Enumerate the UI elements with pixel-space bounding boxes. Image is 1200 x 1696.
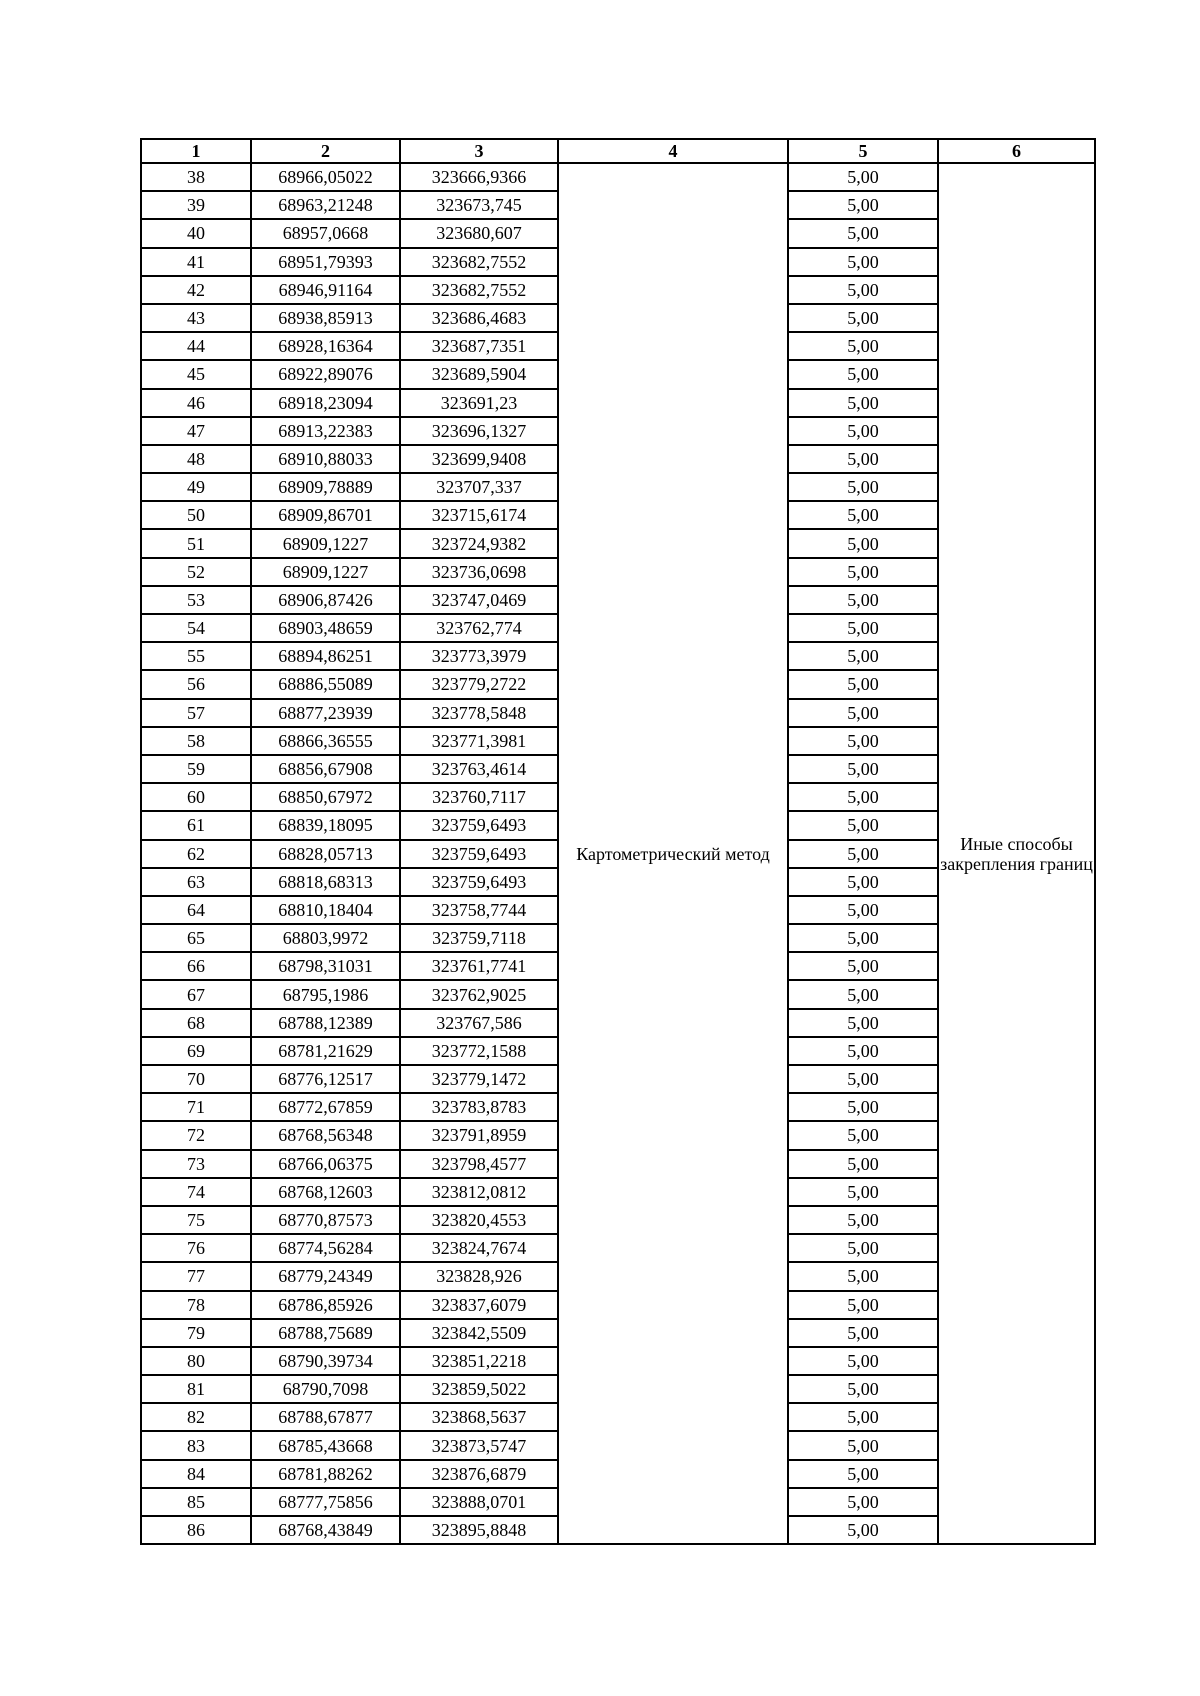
coord-x: 68772,67859 [251, 1093, 400, 1121]
precision-value: 5,00 [788, 755, 938, 783]
precision-value: 5,00 [788, 642, 938, 670]
coord-y: 323759,6493 [400, 868, 558, 896]
point-number: 82 [141, 1403, 251, 1431]
point-number: 70 [141, 1065, 251, 1093]
coord-x: 68779,24349 [251, 1262, 400, 1290]
table-header [141, 139, 1095, 163]
coord-y: 323868,5637 [400, 1403, 558, 1431]
coord-x: 68906,87426 [251, 586, 400, 614]
coord-y: 323699,9408 [400, 445, 558, 473]
coord-x: 68788,75689 [251, 1319, 400, 1347]
coord-x: 68768,43849 [251, 1516, 400, 1544]
header-col-6: 6 [938, 139, 1095, 163]
precision-value: 5,00 [788, 586, 938, 614]
precision-value: 5,00 [788, 445, 938, 473]
point-number: 39 [141, 191, 251, 219]
coord-y: 323828,926 [400, 1262, 558, 1290]
point-number: 84 [141, 1460, 251, 1488]
coord-x: 68777,75856 [251, 1488, 400, 1516]
point-number: 40 [141, 219, 251, 247]
coord-x: 68909,78889 [251, 473, 400, 501]
precision-value: 5,00 [788, 1150, 938, 1178]
coord-y: 323851,2218 [400, 1347, 558, 1375]
coord-x: 68781,21629 [251, 1037, 400, 1065]
coord-x: 68795,1986 [251, 980, 400, 1008]
point-number: 67 [141, 980, 251, 1008]
precision-value: 5,00 [788, 1291, 938, 1319]
fixing-method-cell: Иные способы закрепления границ [938, 163, 1095, 1544]
coord-x: 68798,31031 [251, 952, 400, 980]
point-number: 69 [141, 1037, 251, 1065]
point-number: 57 [141, 699, 251, 727]
point-number: 61 [141, 811, 251, 839]
coord-x: 68803,9972 [251, 924, 400, 952]
coord-x: 68788,12389 [251, 1009, 400, 1037]
point-number: 41 [141, 248, 251, 276]
precision-value: 5,00 [788, 924, 938, 952]
precision-value: 5,00 [788, 1037, 938, 1065]
header-col-4: 4 [558, 139, 788, 163]
coord-y: 323682,7552 [400, 276, 558, 304]
coord-x: 68909,1227 [251, 529, 400, 557]
coord-x: 68768,12603 [251, 1178, 400, 1206]
point-number: 53 [141, 586, 251, 614]
point-number: 66 [141, 952, 251, 980]
coord-y: 323837,6079 [400, 1291, 558, 1319]
coord-y: 323682,7552 [400, 248, 558, 276]
coord-y: 323876,6879 [400, 1460, 558, 1488]
header-col-5: 5 [788, 139, 938, 163]
precision-value: 5,00 [788, 1403, 938, 1431]
point-number: 71 [141, 1093, 251, 1121]
coord-x: 68938,85913 [251, 304, 400, 332]
coord-x: 68909,86701 [251, 501, 400, 529]
precision-value: 5,00 [788, 558, 938, 586]
coord-y: 323824,7674 [400, 1234, 558, 1262]
coord-y: 323895,8848 [400, 1516, 558, 1544]
coord-y: 323686,4683 [400, 304, 558, 332]
precision-value: 5,00 [788, 248, 938, 276]
point-number: 60 [141, 783, 251, 811]
precision-value: 5,00 [788, 1121, 938, 1149]
point-number: 75 [141, 1206, 251, 1234]
precision-value: 5,00 [788, 1262, 938, 1290]
precision-value: 5,00 [788, 1460, 938, 1488]
coord-x: 68928,16364 [251, 332, 400, 360]
coord-y: 323673,745 [400, 191, 558, 219]
table-row [141, 163, 1095, 191]
point-number: 83 [141, 1431, 251, 1459]
coord-x: 68894,86251 [251, 642, 400, 670]
coord-x: 68790,7098 [251, 1375, 400, 1403]
coord-y: 323779,1472 [400, 1065, 558, 1093]
coord-y: 323772,1588 [400, 1037, 558, 1065]
coord-x: 68810,18404 [251, 896, 400, 924]
precision-value: 5,00 [788, 1093, 938, 1121]
coord-x: 68770,87573 [251, 1206, 400, 1234]
coord-y: 323798,4577 [400, 1150, 558, 1178]
coord-y: 323687,7351 [400, 332, 558, 360]
point-number: 38 [141, 163, 251, 191]
point-number: 62 [141, 840, 251, 868]
coord-x: 68788,67877 [251, 1403, 400, 1431]
precision-value: 5,00 [788, 783, 938, 811]
coord-y: 323760,7117 [400, 783, 558, 811]
coord-x: 68818,68313 [251, 868, 400, 896]
coord-y: 323707,337 [400, 473, 558, 501]
precision-value: 5,00 [788, 501, 938, 529]
coord-x: 68790,39734 [251, 1347, 400, 1375]
header-col-2: 2 [251, 139, 400, 163]
coord-x: 68786,85926 [251, 1291, 400, 1319]
point-number: 50 [141, 501, 251, 529]
coord-y: 323791,8959 [400, 1121, 558, 1149]
coord-y: 323767,586 [400, 1009, 558, 1037]
precision-value: 5,00 [788, 473, 938, 501]
coord-x: 68886,55089 [251, 670, 400, 698]
precision-value: 5,00 [788, 332, 938, 360]
point-number: 54 [141, 614, 251, 642]
coord-x: 68903,48659 [251, 614, 400, 642]
coord-y: 323859,5022 [400, 1375, 558, 1403]
coord-y: 323759,6493 [400, 811, 558, 839]
precision-value: 5,00 [788, 670, 938, 698]
header-row [141, 139, 1095, 163]
header-col-3: 3 [400, 139, 558, 163]
header-col-1: 1 [141, 139, 251, 163]
precision-value: 5,00 [788, 1375, 938, 1403]
coord-y: 323842,5509 [400, 1319, 558, 1347]
coord-y: 323888,0701 [400, 1488, 558, 1516]
point-number: 76 [141, 1234, 251, 1262]
precision-value: 5,00 [788, 1178, 938, 1206]
precision-value: 5,00 [788, 1065, 938, 1093]
coord-x: 68963,21248 [251, 191, 400, 219]
coord-y: 323761,7741 [400, 952, 558, 980]
point-number: 52 [141, 558, 251, 586]
coordinates-table [140, 138, 1096, 1545]
coord-x: 68909,1227 [251, 558, 400, 586]
coord-y: 323696,1327 [400, 417, 558, 445]
coord-y: 323715,6174 [400, 501, 558, 529]
table-body [141, 163, 1095, 1544]
coord-x: 68877,23939 [251, 699, 400, 727]
precision-value: 5,00 [788, 417, 938, 445]
coord-x: 68951,79393 [251, 248, 400, 276]
coord-y: 323759,7118 [400, 924, 558, 952]
coord-x: 68850,67972 [251, 783, 400, 811]
coord-y: 323758,7744 [400, 896, 558, 924]
coord-y: 323873,5747 [400, 1431, 558, 1459]
point-number: 65 [141, 924, 251, 952]
coord-x: 68776,12517 [251, 1065, 400, 1093]
precision-value: 5,00 [788, 529, 938, 557]
point-number: 78 [141, 1291, 251, 1319]
coord-x: 68910,88033 [251, 445, 400, 473]
precision-value: 5,00 [788, 1206, 938, 1234]
precision-value: 5,00 [788, 952, 938, 980]
coord-x: 68768,56348 [251, 1121, 400, 1149]
point-number: 72 [141, 1121, 251, 1149]
precision-value: 5,00 [788, 304, 938, 332]
precision-value: 5,00 [788, 219, 938, 247]
coord-y: 323762,774 [400, 614, 558, 642]
coord-x: 68913,22383 [251, 417, 400, 445]
coord-x: 68856,67908 [251, 755, 400, 783]
point-number: 64 [141, 896, 251, 924]
point-number: 68 [141, 1009, 251, 1037]
coord-x: 68918,23094 [251, 389, 400, 417]
precision-value: 5,00 [788, 980, 938, 1008]
coord-x: 68966,05022 [251, 163, 400, 191]
point-number: 49 [141, 473, 251, 501]
precision-value: 5,00 [788, 360, 938, 388]
point-number: 56 [141, 670, 251, 698]
point-number: 55 [141, 642, 251, 670]
precision-value: 5,00 [788, 276, 938, 304]
precision-value: 5,00 [788, 1319, 938, 1347]
precision-value: 5,00 [788, 1347, 938, 1375]
coord-y: 323747,0469 [400, 586, 558, 614]
precision-value: 5,00 [788, 1234, 938, 1262]
point-number: 44 [141, 332, 251, 360]
point-number: 73 [141, 1150, 251, 1178]
point-number: 43 [141, 304, 251, 332]
coord-y: 323666,9366 [400, 163, 558, 191]
point-number: 51 [141, 529, 251, 557]
point-number: 77 [141, 1262, 251, 1290]
precision-value: 5,00 [788, 1516, 938, 1544]
coord-y: 323812,0812 [400, 1178, 558, 1206]
precision-value: 5,00 [788, 896, 938, 924]
coord-y: 323736,0698 [400, 558, 558, 586]
point-number: 86 [141, 1516, 251, 1544]
coord-y: 323724,9382 [400, 529, 558, 557]
point-number: 85 [141, 1488, 251, 1516]
coord-x: 68785,43668 [251, 1431, 400, 1459]
precision-value: 5,00 [788, 840, 938, 868]
coord-x: 68946,91164 [251, 276, 400, 304]
coord-y: 323779,2722 [400, 670, 558, 698]
precision-value: 5,00 [788, 191, 938, 219]
coord-x: 68781,88262 [251, 1460, 400, 1488]
coord-x: 68766,06375 [251, 1150, 400, 1178]
point-number: 46 [141, 389, 251, 417]
point-number: 79 [141, 1319, 251, 1347]
point-number: 47 [141, 417, 251, 445]
coord-y: 323778,5848 [400, 699, 558, 727]
coord-y: 323680,607 [400, 219, 558, 247]
point-number: 45 [141, 360, 251, 388]
precision-value: 5,00 [788, 389, 938, 417]
coord-y: 323691,23 [400, 389, 558, 417]
precision-value: 5,00 [788, 1009, 938, 1037]
point-number: 59 [141, 755, 251, 783]
precision-value: 5,00 [788, 163, 938, 191]
point-number: 48 [141, 445, 251, 473]
coord-y: 323820,4553 [400, 1206, 558, 1234]
coord-y: 323773,3979 [400, 642, 558, 670]
point-number: 80 [141, 1347, 251, 1375]
precision-value: 5,00 [788, 699, 938, 727]
coord-x: 68839,18095 [251, 811, 400, 839]
coord-y: 323763,4614 [400, 755, 558, 783]
point-number: 81 [141, 1375, 251, 1403]
coord-y: 323689,5904 [400, 360, 558, 388]
point-number: 63 [141, 868, 251, 896]
point-number: 74 [141, 1178, 251, 1206]
point-number: 42 [141, 276, 251, 304]
coord-y: 323762,9025 [400, 980, 558, 1008]
precision-value: 5,00 [788, 614, 938, 642]
precision-value: 5,00 [788, 1431, 938, 1459]
precision-value: 5,00 [788, 727, 938, 755]
coord-y: 323783,8783 [400, 1093, 558, 1121]
coord-x: 68957,0668 [251, 219, 400, 247]
precision-value: 5,00 [788, 811, 938, 839]
precision-value: 5,00 [788, 1488, 938, 1516]
precision-value: 5,00 [788, 868, 938, 896]
point-number: 58 [141, 727, 251, 755]
coord-y: 323759,6493 [400, 840, 558, 868]
coord-x: 68828,05713 [251, 840, 400, 868]
coord-x: 68922,89076 [251, 360, 400, 388]
coord-y: 323771,3981 [400, 727, 558, 755]
method-cell: Картометрический метод [558, 163, 788, 1544]
coord-x: 68866,36555 [251, 727, 400, 755]
coord-x: 68774,56284 [251, 1234, 400, 1262]
